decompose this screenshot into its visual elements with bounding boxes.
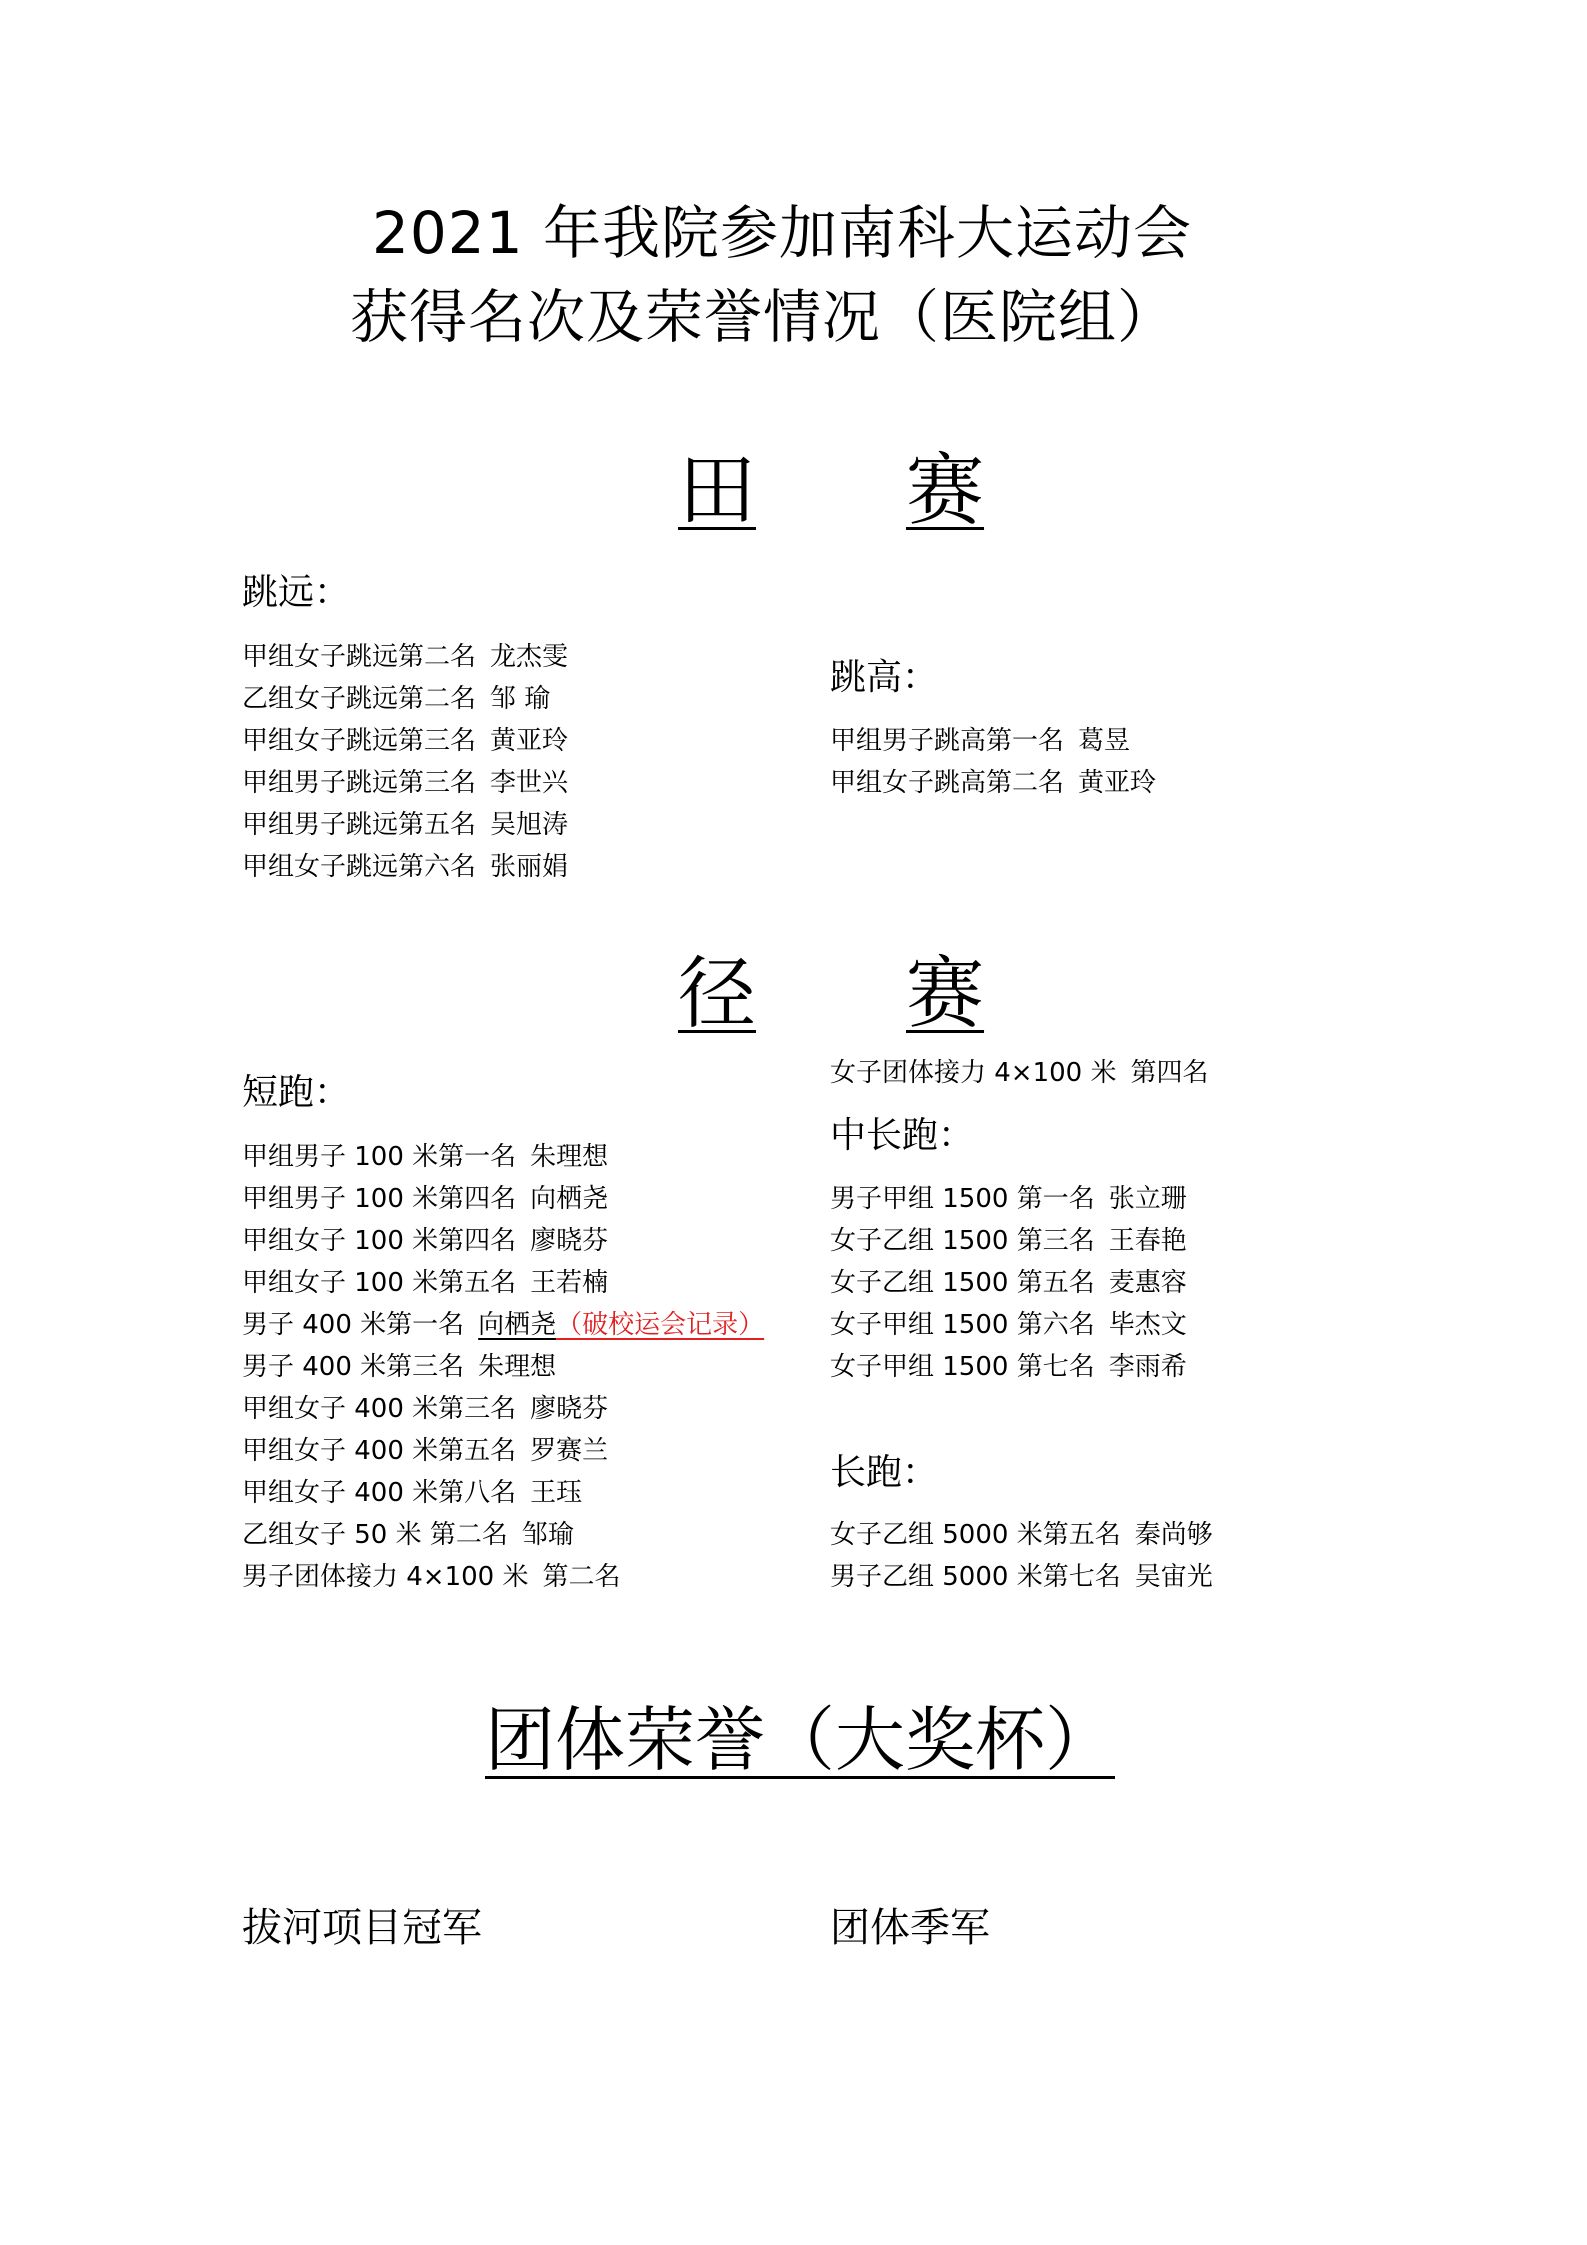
middle-distance-label: 中长跑： bbox=[830, 1115, 975, 1156]
page-title-line2: 获得名次及荣誉情况（医院组） bbox=[350, 283, 1177, 351]
list-item: 男子甲组 1500 第一名 张立珊 bbox=[830, 1184, 1187, 1214]
team-third-place: 团体季军 bbox=[830, 1905, 990, 1951]
list-item: 男子 400 米第一名 向栖尧（破校运会记录） bbox=[242, 1310, 765, 1340]
list-item: 女子乙组 1500 第三名 王春艳 bbox=[830, 1226, 1187, 1256]
long-jump-list bbox=[242, 636, 568, 888]
list-item: 甲组男子跳远第五名 吴旭涛 bbox=[242, 810, 569, 840]
list-item: 甲组女子跳高第二名 黄亚玲 bbox=[830, 768, 1157, 798]
list-item: 男子 400 米第三名 朱理想 bbox=[242, 1352, 557, 1382]
list-item: 甲组女子 400 米第五名 罗赛兰 bbox=[242, 1436, 609, 1466]
list-item: 乙组女子 50 米 第二名 邹瑜 bbox=[242, 1520, 574, 1550]
list-item: 女子乙组 5000 米第五名 秦尚够 bbox=[830, 1520, 1213, 1550]
field-events-heading: 田 赛 bbox=[678, 446, 985, 536]
long-distance-label: 长跑： bbox=[830, 1452, 939, 1493]
list-item: 甲组女子跳远第六名 张丽娟 bbox=[242, 852, 569, 882]
middle-distance-list bbox=[830, 1178, 1187, 1388]
list-item: 甲组女子 400 米第三名 廖晓芬 bbox=[242, 1394, 609, 1424]
long-distance-list bbox=[830, 1514, 1213, 1598]
list-item: 甲组男子跳远第三名 李世兴 bbox=[242, 768, 569, 798]
sprint-list bbox=[242, 1136, 764, 1598]
list-item: 甲组男子 100 米第四名 向栖尧 bbox=[242, 1184, 609, 1214]
list-item: 女子甲组 1500 第六名 毕杰文 bbox=[830, 1310, 1187, 1340]
list-item: 甲组男子跳高第一名 葛昱 bbox=[830, 726, 1131, 756]
page-title-line1: 2021 年我院参加南科大运动会 bbox=[372, 199, 1193, 267]
list-item: 男子团体接力 4×100 米 第二名 bbox=[242, 1562, 621, 1592]
list-item: 甲组男子 100 米第一名 朱理想 bbox=[242, 1142, 609, 1172]
long-jump-label: 跳远： bbox=[242, 572, 351, 613]
team-honors-heading: 团体荣誉（大奖杯） bbox=[485, 1699, 1115, 1781]
list-item: 甲组女子 400 米第八名 王珏 bbox=[242, 1478, 583, 1508]
list-item: 甲组女子 100 米第四名 廖晓芬 bbox=[242, 1226, 609, 1256]
list-item: 女子甲组 1500 第七名 李雨希 bbox=[830, 1352, 1187, 1382]
sprint-label: 短跑： bbox=[242, 1072, 351, 1113]
list-item: 乙组女子跳远第二名 邹 瑜 bbox=[242, 684, 551, 714]
tug-of-war-champion: 拔河项目冠军 bbox=[242, 1905, 482, 1951]
women-relay-entry: 女子团体接力 4×100 米 第四名 bbox=[830, 1058, 1209, 1088]
list-item: 男子乙组 5000 米第七名 吴宙光 bbox=[830, 1562, 1213, 1592]
high-jump-list bbox=[830, 720, 1156, 804]
list-item: 甲组女子 100 米第五名 王若楠 bbox=[242, 1268, 609, 1298]
list-item: 女子乙组 1500 第五名 麦惠容 bbox=[830, 1268, 1187, 1298]
record-note: （破校运会记录） bbox=[556, 1310, 765, 1340]
high-jump-label: 跳高： bbox=[830, 657, 939, 698]
track-events-heading: 径 赛 bbox=[678, 949, 985, 1039]
list-item: 甲组女子跳远第二名 龙杰雯 bbox=[242, 642, 569, 672]
list-item: 甲组女子跳远第三名 黄亚玲 bbox=[242, 726, 569, 756]
